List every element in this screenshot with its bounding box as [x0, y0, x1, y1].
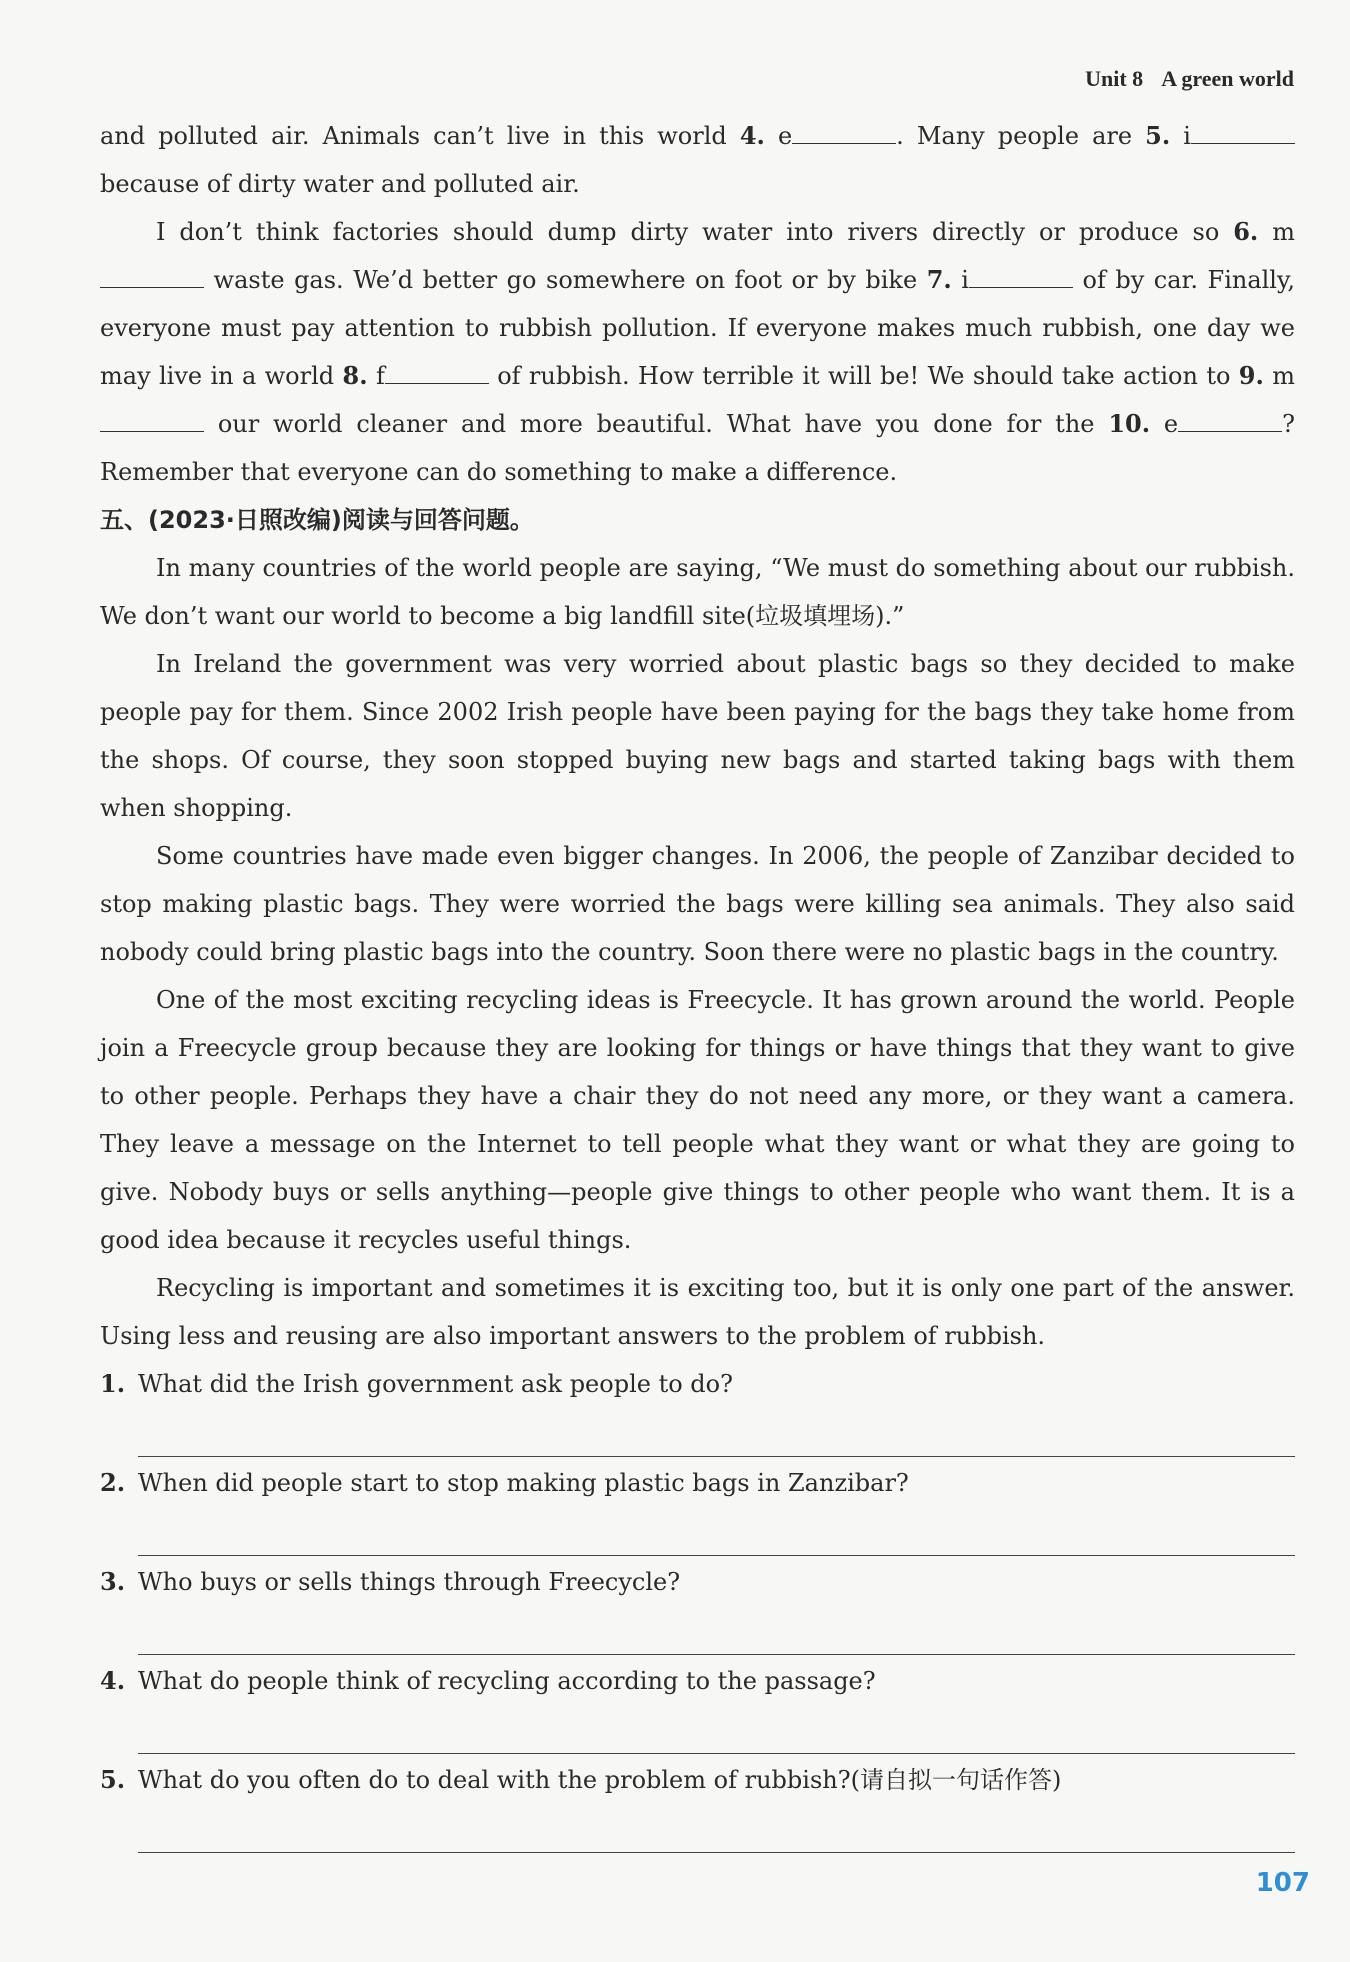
blank-4[interactable] — [792, 113, 896, 144]
blank-8[interactable] — [385, 353, 489, 384]
section-5-title: 五、(2023·日照改编)阅读与回答问题。 — [100, 506, 534, 534]
question-text: Who buys or sells things through Freecycle? — [138, 1568, 681, 1596]
passage-prev-paragraph-2: I don’t think factories should dump dirty water into rivers directly or produce so 6. m waste gas. We’d better go somewhere on foot or by bike 7. i of by car. Finally, everyone must pay attention to rubbish pollution. If everyone makes much rubbish, one day we may live in a world 8. f of rubbish. How terrible it will be! We should take action to 9. m our world cleaner and more beautiful. What have you done for the 10. e ? Remember that everyone can do something to make a difference. — [100, 217, 1295, 486]
question-text: When did people start to stop making plastic bags in Zanzibar? — [138, 1469, 909, 1497]
question-number: 5. — [100, 1765, 126, 1794]
answer-line-2[interactable] — [138, 1507, 1295, 1556]
question-number: 2. — [100, 1468, 126, 1497]
question-number: 3. — [100, 1567, 126, 1596]
blank-7[interactable] — [969, 257, 1073, 288]
answer-line-5[interactable] — [138, 1804, 1295, 1853]
reading-paragraph-3: Some countries have made even bigger changes. In 2006, the people of Zanzibar decided to stop making plastic bags. They were worried the bags were killing sea animals. They also said nobody could bring plastic bags into the country. Soon there were no plastic bags in the country. — [100, 842, 1295, 966]
page-content — [100, 112, 1295, 1855]
reading-paragraph-4: One of the most exciting recycling ideas is Freecycle. It has grown around the world. People join a Freecycle group because they are looking for things or have things that they want to give to other people. Perhaps they have a chair they do not need any more, or they want a camera. They leave a message on the Internet to tell people what they want or what they are going to give. Nobody buys or sells anything—people give things to other people who want them. It is a good idea because it recycles useful things. — [100, 986, 1295, 1254]
question-2 — [100, 1459, 1295, 1556]
passage-prev-paragraph-1: and polluted air. Animals can’t live in this world 4. e . Many people are 5. i because of dirty water and polluted air. — [100, 112, 1295, 208]
unit-title: A green world — [1161, 66, 1294, 91]
question-text: What do you often do to deal with the problem of rubbish?(请自拟一句话作答) — [138, 1766, 1062, 1794]
blank-10[interactable] — [1178, 401, 1282, 432]
question-text: What do people think of recycling according to the passage? — [138, 1667, 876, 1695]
question-number: 4. — [100, 1666, 126, 1695]
reading-paragraph-1: In many countries of the world people are saying, “We must do something about our rubbish. We don’t want our world to become a big landfill site(垃圾填埋场).” — [100, 554, 1295, 630]
question-4 — [100, 1657, 1295, 1754]
blank-5[interactable] — [1191, 113, 1295, 144]
question-5 — [100, 1756, 1295, 1853]
reading-paragraph-5: Recycling is important and sometimes it is exciting too, but it is only one part of the answer. Using less and reusing are also important answers to the problem of rubbish. — [100, 1274, 1295, 1350]
blank-6[interactable] — [100, 257, 204, 288]
answer-line-4[interactable] — [138, 1705, 1295, 1754]
blank-9[interactable] — [100, 401, 204, 432]
question-text: What did the Irish government ask people to do? — [138, 1370, 733, 1398]
answer-line-3[interactable] — [138, 1606, 1295, 1655]
answer-line-1[interactable] — [138, 1408, 1295, 1457]
question-1 — [100, 1360, 1295, 1457]
page-number: 107 — [1255, 1868, 1310, 1898]
question-number: 1. — [100, 1369, 126, 1398]
unit-label: Unit 8 — [1085, 66, 1144, 91]
reading-paragraph-2: In Ireland the government was very worried about plastic bags so they decided to make people pay for them. Since 2002 Irish people have been paying for the bags they take home from the shops. Of course, they soon stopped buying new bags and started taking bags with them when shopping. — [100, 650, 1295, 822]
running-header — [1085, 66, 1294, 92]
question-3 — [100, 1558, 1295, 1655]
